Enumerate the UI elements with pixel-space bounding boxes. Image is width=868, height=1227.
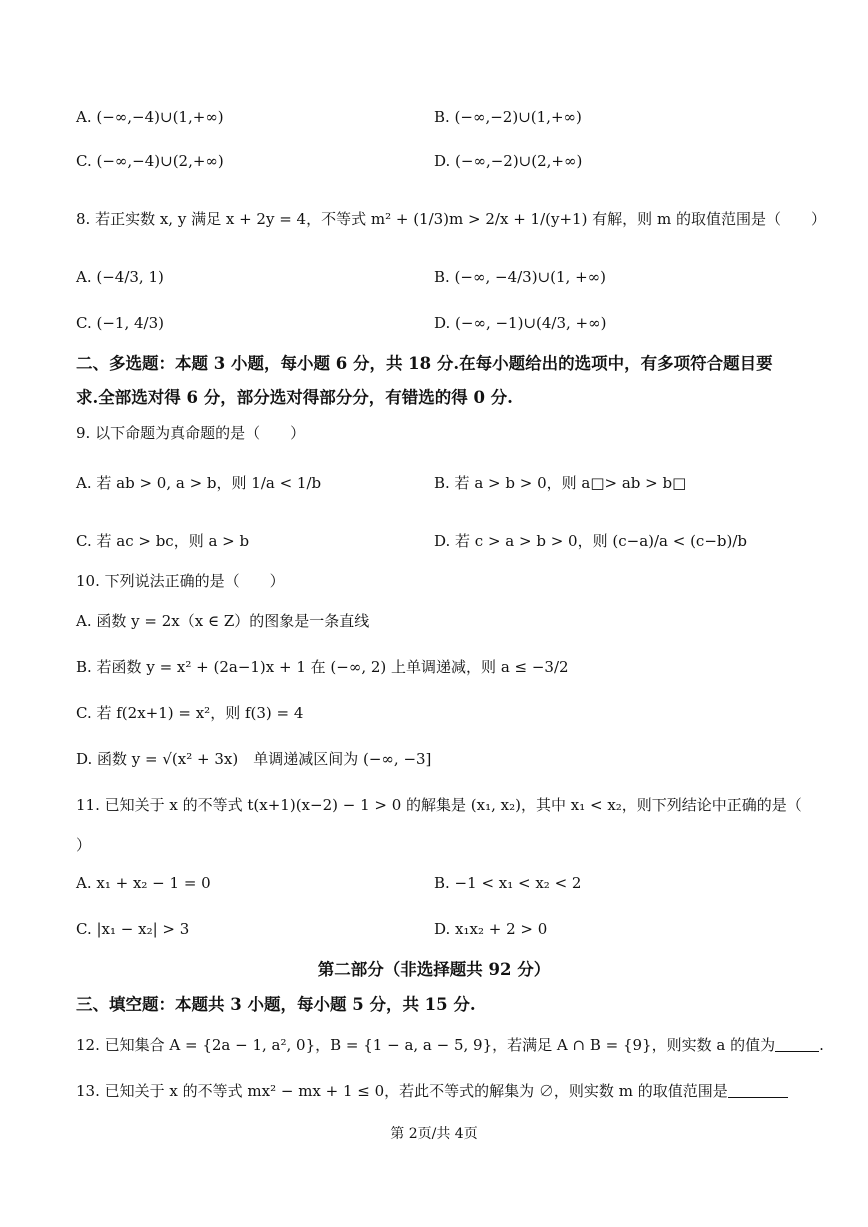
section3-heading: 三、填空题：本题共 3 小题，每小题 5 分，共 15 分. [76,995,476,1014]
q7-option-c: C. (−∞,−4)∪(2,+∞) [76,152,224,170]
q8-stem: 8. 若正实数 x, y 满足 x + 2y = 4，不等式 m² + (1/3)m > 2/x + 1/(y+1) 有解，则 m 的取值范围是（ ） [76,210,826,228]
q11-option-d: D. x₁x₂ + 2 > 0 [434,920,548,938]
q12-text: 12. 已知集合 A = {2a − 1, a², 0}，B = {1 − a, a − 5, 9}，若满足 A ∩ B = {9}，则实数 a 的值为 [76,1036,776,1054]
q11-stem-line1: 11. 已知关于 x 的不等式 t(x+1)(x−2) − 1 > 0 的解集是 (x₁, x₂)，其中 x₁ < x₂，则下列结论中正确的是（ [76,796,802,814]
section2-heading-line2: 求.全部选对得 6 分，部分选对得部分分，有错选的得 0 分. [76,388,513,407]
q10-option-a: A. 函数 y = 2x（x ∈ Z）的图象是一条直线 [76,612,370,630]
q13-answer-blank [728,1083,788,1098]
q12-answer-blank [775,1037,819,1052]
q10-option-b: B. 若函数 y = x² + (2a−1)x + 1 在 (−∞, 2) 上单调递减，则 a ≤ −3/2 [76,658,569,676]
q7-option-a: A. (−∞,−4)∪(1,+∞) [76,108,224,126]
q8-option-d: D. (−∞, −1)∪(4/3, +∞) [434,314,607,332]
q10-option-c: C. 若 f(2x+1) = x²，则 f(3) = 4 [76,704,304,722]
page-footer: 第 2页/共 4页 [390,1126,478,1142]
section2-heading-line1: 二、多选题：本题 3 小题，每小题 6 分，共 18 分.在每小题给出的选项中，有多项符合题目要 [76,354,773,373]
q13-line [76,1082,788,1100]
q8-option-a: A. (−4/3, 1) [76,268,164,286]
q10-option-d: D. 函数 y = √(x² + 3x) 单调递减区间为 (−∞, −3] [76,750,432,768]
q9-stem: 9. 以下命题为真命题的是（ ） [76,424,306,442]
q9-option-c: C. 若 ac > bc，则 a > b [76,532,250,550]
q8-option-c: C. (−1, 4/3) [76,314,164,332]
q12-line [76,1036,824,1054]
q11-option-c: C. |x₁ − x₂| > 3 [76,920,190,938]
q13-text: 13. 已知关于 x 的不等式 mx² − mx + 1 ≤ 0，若此不等式的解集为 ∅，则实数 m 的取值范围是 [76,1082,728,1100]
q10-stem: 10. 下列说法正确的是（ ） [76,572,285,590]
q7-option-b: B. (−∞,−2)∪(1,+∞) [434,108,582,126]
q11-option-a: A. x₁ + x₂ − 1 = 0 [76,874,211,892]
q9-option-a: A. 若 ab > 0, a > b，则 1/a < 1/b [76,474,322,492]
q11-option-b: B. −1 < x₁ < x₂ < 2 [434,874,582,892]
q9-option-b: B. 若 a > b > 0，则 a□> ab > b□ [434,474,687,492]
q12-end: . [819,1036,824,1054]
part2-heading: 第二部分（非选择题共 92 分） [317,960,551,979]
q11-stem-line2: ） [76,836,92,854]
q8-option-b: B. (−∞, −4/3)∪(1, +∞) [434,268,606,286]
q7-option-d: D. (−∞,−2)∪(2,+∞) [434,152,583,170]
q9-option-d: D. 若 c > a > b > 0，则 (c−a)/a < (c−b)/b [434,532,748,550]
